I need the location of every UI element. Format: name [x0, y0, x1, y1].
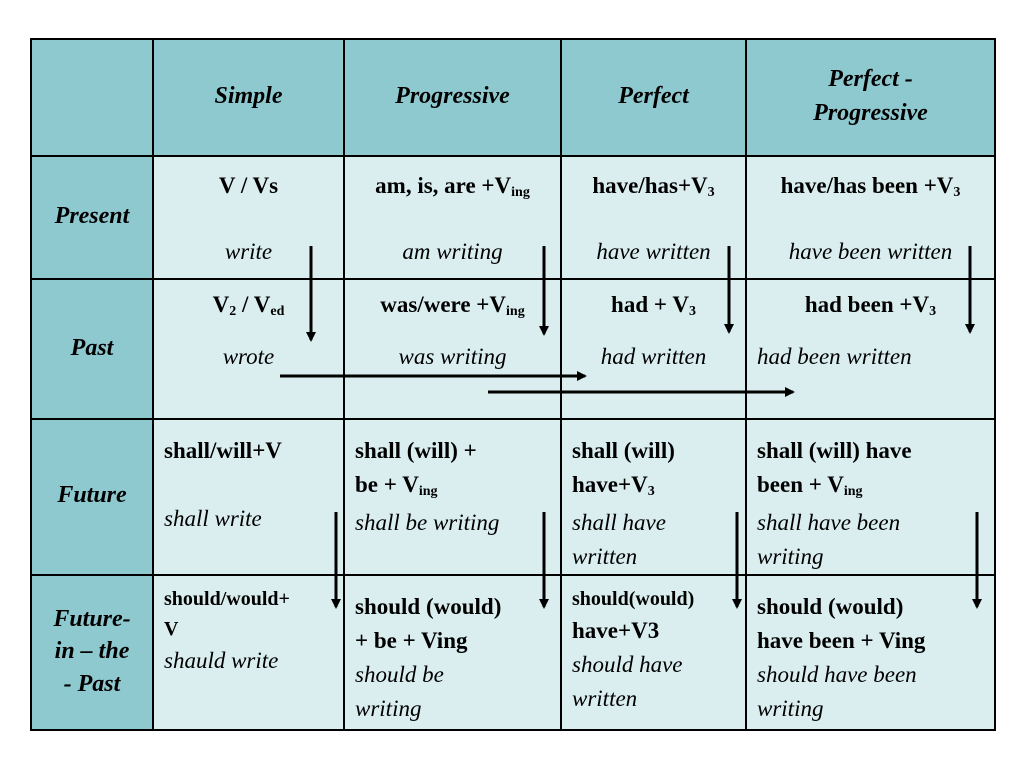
corner-cell [31, 39, 153, 156]
example-future-in-past-perfect-progressive-line1: should have been [757, 662, 917, 687]
formula-future-perfect-line1: shall (will) [572, 438, 675, 463]
cell-past-perfect [561, 279, 746, 419]
formula-future-in-past-simple-line2: V [164, 618, 179, 640]
formula-present-progressive-text: am, is, are +V [375, 173, 512, 198]
formula-future-perfect-progressive-sub: ing [843, 484, 863, 499]
cell-present-perfect [561, 156, 746, 279]
example-present-simple: write [224, 239, 273, 264]
row-label-future-in-past-line2: in – the [54, 638, 130, 665]
cell-future-in-past-perfect [561, 575, 746, 730]
header-simple-label: Simple [214, 82, 283, 109]
cell-future-simple [153, 419, 344, 575]
example-past-simple: wrote [222, 344, 275, 369]
cell-present-perfect-progressive [746, 156, 995, 279]
formula-past-progressive-text: was/were +V [380, 292, 507, 317]
header-progressive-label: Progressive [395, 82, 510, 109]
example-past-perfect-progressive: had been written [757, 344, 912, 369]
formula-future-in-past-perfect-progressive-line2: have been + Ving [757, 628, 926, 653]
example-future-in-past-simple: shauld write [164, 648, 279, 673]
example-present-perfect: have written [596, 239, 711, 264]
cell-future-in-past-progressive [344, 575, 561, 730]
formula-past-perfect-progressive [747, 288, 994, 326]
formula-past-simple-a-sub: 2 [229, 304, 237, 319]
row-label-future [31, 419, 153, 575]
formula-present-perfect-progressive-sub: 3 [953, 185, 961, 200]
example-future-in-past-perfect-line2: written [572, 686, 638, 711]
example-future-perfect-progressive-line1: shall have been [757, 510, 901, 535]
formula-past-perfect-text: had + V [611, 292, 689, 317]
example-future-progressive: shall be writing [355, 510, 500, 535]
formula-past-simple-b: / V [236, 292, 271, 317]
formula-present-simple: V / Vs [218, 173, 279, 198]
header-progressive [344, 39, 561, 156]
cell-future-progressive [344, 419, 561, 575]
example-future-perfect-progressive-line2: writing [757, 544, 824, 569]
row-label-future-in-past-line1: Future- [53, 605, 131, 632]
header-simple [153, 39, 344, 156]
formula-future-perfect-line2 [572, 468, 745, 506]
formula-future-perfect-line2-text: have+V [572, 472, 648, 497]
formula-present-perfect [562, 169, 745, 207]
header-perfect-progressive [746, 39, 995, 156]
cell-present-progressive [344, 156, 561, 279]
example-future-in-past-perfect-line1: should have [572, 652, 683, 677]
row-label-future-text: Future [57, 482, 127, 509]
formula-future-perfect-progressive-line2-text: been + V [757, 472, 844, 497]
formula-past-perfect [562, 288, 745, 326]
cell-past-perfect-progressive [746, 279, 995, 419]
formula-past-simple-b-sub: ed [270, 304, 285, 319]
example-future-perfect-line1: shall have [572, 510, 666, 535]
formula-past-perfect-sub: 3 [688, 304, 696, 319]
cell-past-simple [153, 279, 344, 419]
cell-past-progressive [344, 279, 561, 419]
formula-future-simple: shall/will+V [164, 438, 282, 463]
formula-present-perfect-progressive-text: have/has been +V [780, 173, 954, 198]
example-future-in-past-perfect-progressive-line2: writing [757, 696, 824, 721]
row-label-past-text: Past [70, 334, 114, 361]
formula-future-progressive-sub: ing [418, 484, 438, 499]
row-label-future-in-past [31, 575, 153, 730]
header-row [31, 39, 995, 156]
formula-future-perfect-progressive-line1: shall (will) have [757, 438, 912, 463]
formula-past-progressive-sub: ing [506, 304, 525, 319]
example-future-in-past-progressive-line1: should be [355, 662, 444, 687]
example-past-progressive: was writing [398, 344, 507, 369]
formula-past-perfect-progressive-sub: 3 [929, 304, 937, 319]
row-future [31, 419, 995, 575]
formula-future-in-past-progressive-line2: + be + Ving [355, 628, 468, 653]
formula-present-perfect-text: have/has+V [592, 173, 708, 198]
formula-future-in-past-perfect-line2: have+V3 [572, 618, 660, 643]
header-perfect [561, 39, 746, 156]
formula-future-perfect-progressive-line2 [757, 468, 994, 506]
formula-present-progressive [345, 169, 560, 207]
formula-future-in-past-perfect-line1: should(would) [572, 588, 695, 610]
header-perfect-progressive-line2: Progressive [813, 99, 928, 126]
formula-future-progressive-line1: shall (will) + [355, 438, 477, 463]
header-perfect-progressive-line1: Perfect - [828, 65, 913, 92]
formula-future-progressive-line2 [355, 468, 560, 506]
formula-past-simple [154, 288, 343, 326]
example-future-perfect-line2: written [572, 544, 638, 569]
example-future-in-past-progressive-line2: writing [355, 696, 422, 721]
row-past [31, 279, 995, 419]
formula-future-perfect-sub: 3 [647, 484, 655, 499]
example-present-perfect-progressive: have been written [788, 239, 953, 264]
formula-past-perfect-progressive-text: had been +V [804, 292, 930, 317]
cell-future-perfect-progressive [746, 419, 995, 575]
cell-future-perfect [561, 419, 746, 575]
formula-future-in-past-simple-line1: should/would+ [164, 588, 290, 610]
formula-future-in-past-progressive-line1: should (would) [355, 594, 502, 619]
formula-present-progressive-sub: ing [511, 185, 530, 200]
row-label-present-text: Present [54, 203, 130, 230]
formula-past-simple-a: V [212, 292, 230, 317]
row-label-past [31, 279, 153, 419]
cell-present-simple [153, 156, 344, 279]
formula-present-perfect-progressive [747, 169, 994, 207]
row-future-in-past [31, 575, 995, 730]
example-present-progressive: am writing [402, 239, 503, 264]
header-perfect-label: Perfect [618, 82, 689, 109]
cell-future-in-past-simple [153, 575, 344, 730]
example-future-simple: shall write [164, 506, 262, 531]
row-label-present [31, 156, 153, 279]
row-label-future-in-past-line3: - Past [63, 670, 121, 697]
cell-future-in-past-perfect-progressive [746, 575, 995, 730]
formula-future-progressive-line2-text: be + V [355, 472, 419, 497]
example-past-perfect: had written [600, 344, 707, 369]
row-present [31, 156, 995, 279]
formula-past-progressive [345, 288, 560, 326]
formula-future-in-past-perfect-progressive-line1: should (would) [757, 594, 904, 619]
formula-present-perfect-sub: 3 [707, 185, 715, 200]
tense-table [30, 38, 996, 731]
